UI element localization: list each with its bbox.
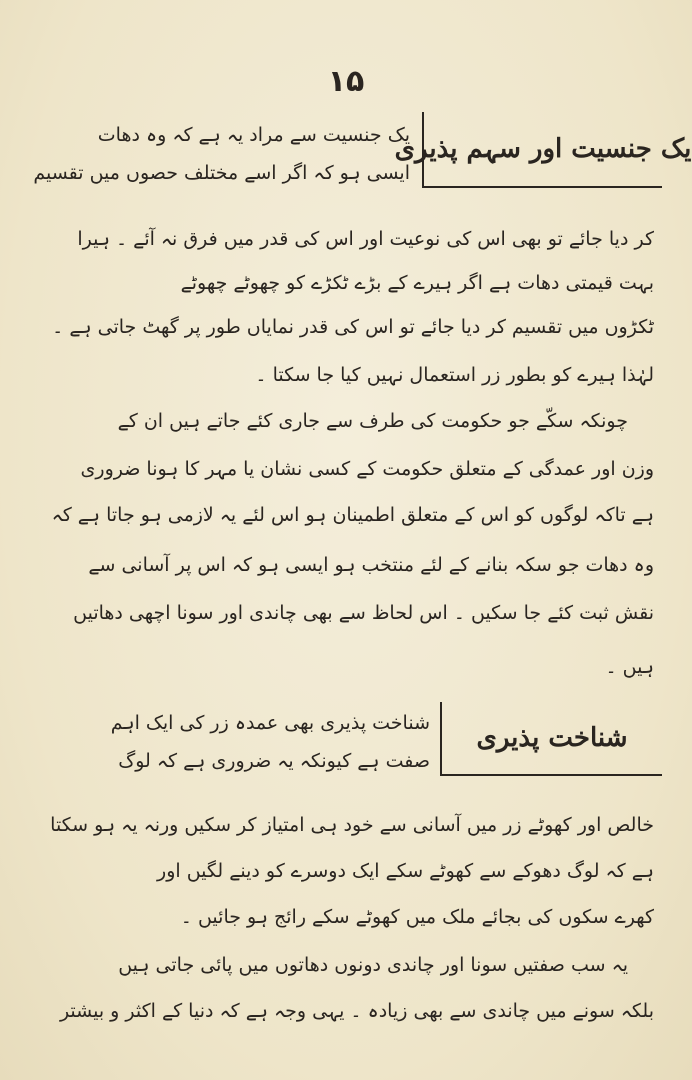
text-line: بلکہ سونے میں چاندی سے بھی زیادہ ۔ یہی وجہ ہے کہ دنیا کے اکثر و بیشتر bbox=[59, 1000, 654, 1022]
text-line: بہت قیمتی دھات ہے اگر ہیرے کے بڑے ٹکڑے کو چھوٹے چھوٹے bbox=[180, 272, 654, 294]
text-line: شناخت پذیری بھی عمدہ زر کی ایک اہم bbox=[110, 712, 430, 734]
text-line: ہے تاکہ لوگوں کو اس کے متعلق اطمینان ہو اس لئے یہ لازمی ہو جاتا ہے کہ bbox=[51, 504, 654, 526]
text-line: لہٰذا ہیرے کو بطور زر استعمال نہیں کیا جا سکتا ۔ bbox=[255, 364, 654, 386]
text-line: خالص اور کھوٹے زر میں آسانی سے خود ہی امتیاز کر سکیں ورنہ یہ ہو سکتا bbox=[50, 814, 654, 836]
text-line: کھرے سکوں کی بجائے ملک میں کھوٹے سکے رائج ہو جائیں ۔ bbox=[180, 906, 654, 928]
text-line: نقش ثبت کئے جا سکیں ۔ اس لحاظ سے بھی چاندی اور سونا اچھی دھاتیں bbox=[73, 602, 654, 624]
section-heading-recognizability: شناخت پذیری bbox=[440, 702, 662, 776]
text-line: ہے کہ لوگ دھوکے سے کھوٹے سکے ایک دوسرے کو دینے لگیں اور bbox=[157, 860, 654, 882]
text-line: یک جنسیت سے مراد یہ ہے کہ وہ دھات bbox=[97, 124, 410, 146]
section-heading-homogeneity-divisibility: یک جنسیت اور سہم پذیری bbox=[422, 112, 662, 188]
text-line: یہ سب صفتیں سونا اور چاندی دونوں دھاتوں میں پائی جاتی ہیں bbox=[118, 954, 628, 976]
text-line: ہیں ۔ bbox=[605, 656, 654, 678]
text-line: کر دیا جائے تو بھی اس کی نوعیت اور اس کی قدر میں فرق نہ آئے ۔ ہیرا bbox=[77, 228, 654, 250]
text-line: ٹکڑوں میں تقسیم کر دیا جائے تو اس کی قدر نمایاں طور پر گھٹ جاتی ہے ۔ bbox=[52, 316, 654, 338]
text-line: صفت ہے کیونکہ یہ ضروری ہے کہ لوگ bbox=[118, 750, 430, 772]
text-line: چونکہ سکّے جو حکومت کی طرف سے جاری کئے جاتے ہیں ان کے bbox=[117, 410, 628, 432]
page-number: ۱۵ bbox=[327, 64, 365, 99]
text-line: ایسی ہو کہ اگر اسے مختلف حصوں میں تقسیم bbox=[33, 162, 410, 184]
text-line: وزن اور عمدگی کے متعلق حکومت کے کسی نشان یا مہر کا ہونا ضروری bbox=[80, 458, 654, 480]
text-line: وہ دھات جو سکہ بنانے کے لئے منتخب ہو ایسی ہو کہ اس پر آسانی سے bbox=[88, 554, 654, 576]
